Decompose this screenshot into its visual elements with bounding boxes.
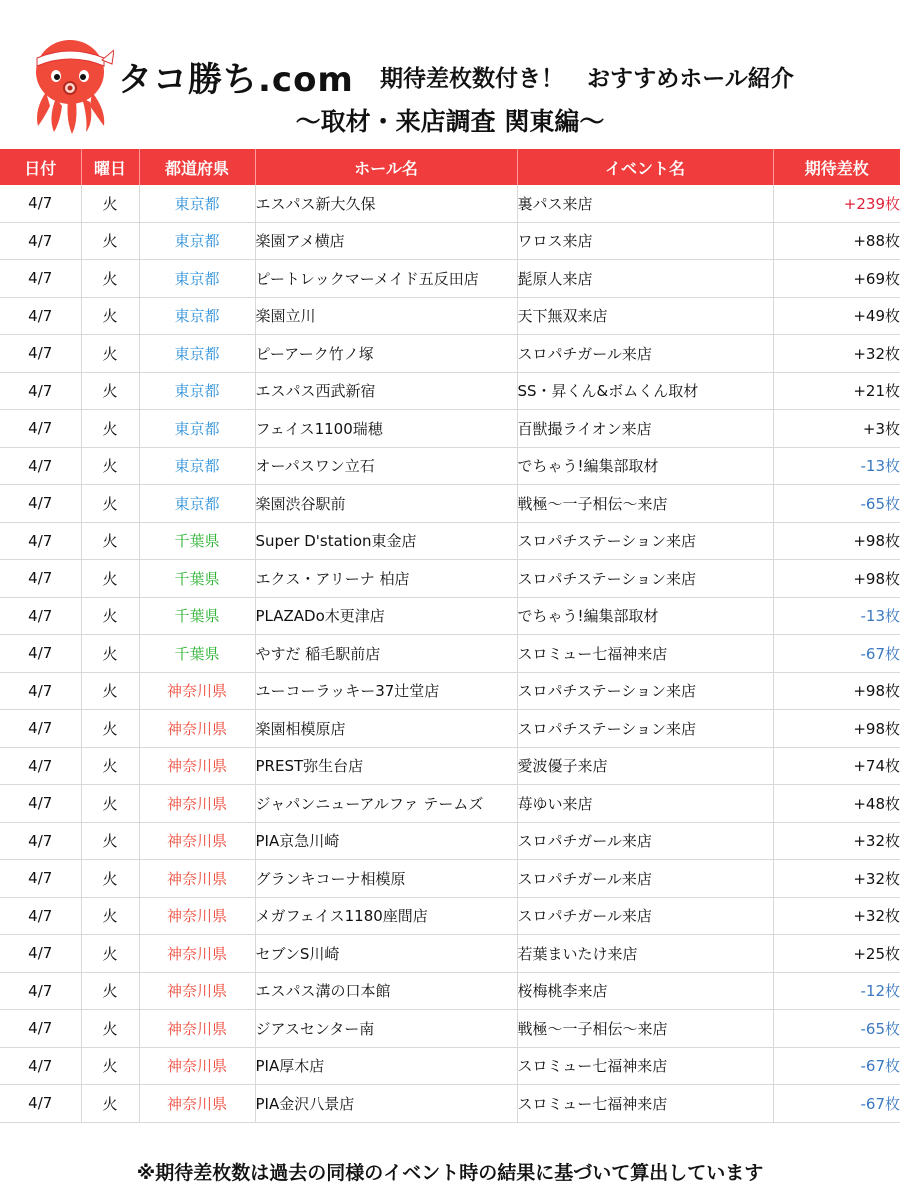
cell-date: 4/7 <box>0 560 81 598</box>
cell-hall-name: エスパス西武新宿 <box>255 372 517 410</box>
cell-expected-diff: +32枚 <box>773 860 900 898</box>
cell-expected-diff: -67枚 <box>773 1085 900 1123</box>
brand-logo-text: タコ勝ち.com <box>118 60 354 100</box>
cell-hall-name: ジャパンニューアルファ テームズ <box>255 785 517 823</box>
cell-hall-name: エクス・アリーナ 柏店 <box>255 560 517 598</box>
cell-expected-diff: +98枚 <box>773 672 900 710</box>
cell-prefecture: 千葉県 <box>139 522 255 560</box>
cell-date: 4/7 <box>0 410 81 448</box>
cell-date: 4/7 <box>0 372 81 410</box>
cell-date: 4/7 <box>0 335 81 373</box>
cell-hall-name: ピーアーク竹ノ塚 <box>255 335 517 373</box>
table-row <box>0 897 900 935</box>
cell-day: 火 <box>81 897 139 935</box>
cell-event-name: スロパチステーション来店 <box>517 560 773 598</box>
cell-event-name: 髭原人来店 <box>517 260 773 298</box>
column-header-prefecture: 都道府県 <box>139 149 255 185</box>
cell-hall-name: PIA金沢八景店 <box>255 1085 517 1123</box>
cell-hall-name: 楽園相模原店 <box>255 710 517 748</box>
cell-expected-diff: +48枚 <box>773 785 900 823</box>
cell-expected-diff: -13枚 <box>773 597 900 635</box>
table-row <box>0 297 900 335</box>
cell-day: 火 <box>81 485 139 523</box>
cell-expected-diff: +98枚 <box>773 560 900 598</box>
table-row <box>0 560 900 598</box>
cell-expected-diff: -67枚 <box>773 635 900 673</box>
cell-hall-name: フェイス1100瑞穂 <box>255 410 517 448</box>
cell-prefecture: 東京都 <box>139 260 255 298</box>
cell-prefecture: 神奈川県 <box>139 672 255 710</box>
cell-date: 4/7 <box>0 635 81 673</box>
cell-hall-name: ユーコーラッキー37辻堂店 <box>255 672 517 710</box>
cell-event-name: スロミュー七福神来店 <box>517 1085 773 1123</box>
table-row <box>0 635 900 673</box>
cell-day: 火 <box>81 335 139 373</box>
cell-day: 火 <box>81 410 139 448</box>
cell-date: 4/7 <box>0 485 81 523</box>
cell-day: 火 <box>81 1010 139 1048</box>
column-header-date: 日付 <box>0 149 81 185</box>
cell-date: 4/7 <box>0 972 81 1010</box>
cell-event-name: スロパチガール来店 <box>517 822 773 860</box>
cell-hall-name: やすだ 稲毛駅前店 <box>255 635 517 673</box>
table-row <box>0 1047 900 1085</box>
column-header-expected-diff: 期待差枚 <box>773 149 900 185</box>
cell-expected-diff: +98枚 <box>773 710 900 748</box>
cell-expected-diff: +25枚 <box>773 935 900 973</box>
cell-expected-diff: +3枚 <box>773 410 900 448</box>
cell-expected-diff: +74枚 <box>773 747 900 785</box>
cell-date: 4/7 <box>0 447 81 485</box>
cell-prefecture: 千葉県 <box>139 635 255 673</box>
cell-event-name: 戦極〜一子相伝〜来店 <box>517 1010 773 1048</box>
cell-day: 火 <box>81 935 139 973</box>
cell-hall-name: セブンS川崎 <box>255 935 517 973</box>
cell-event-name: スロパチガール来店 <box>517 860 773 898</box>
table-row <box>0 447 900 485</box>
table-header-row <box>0 149 900 185</box>
cell-expected-diff: +32枚 <box>773 822 900 860</box>
cell-date: 4/7 <box>0 897 81 935</box>
cell-hall-name: PLAZADo木更津店 <box>255 597 517 635</box>
cell-hall-name: エスパス溝の口本館 <box>255 972 517 1010</box>
table-row <box>0 485 900 523</box>
cell-hall-name: グランキコーナ相模原 <box>255 860 517 898</box>
cell-date: 4/7 <box>0 1047 81 1085</box>
cell-expected-diff: +69枚 <box>773 260 900 298</box>
cell-day: 火 <box>81 222 139 260</box>
cell-event-name: スロパチステーション来店 <box>517 710 773 748</box>
cell-hall-name: ジアスセンター南 <box>255 1010 517 1048</box>
table-row <box>0 335 900 373</box>
page-headline: 期待差枚数付き！ おすすめホール紹介 <box>380 66 794 92</box>
cell-day: 火 <box>81 710 139 748</box>
cell-date: 4/7 <box>0 1085 81 1123</box>
column-header-hall: ホール名 <box>255 149 517 185</box>
table-row <box>0 372 900 410</box>
cell-day: 火 <box>81 785 139 823</box>
cell-event-name: スロパチガール来店 <box>517 897 773 935</box>
cell-date: 4/7 <box>0 597 81 635</box>
column-header-event: イベント名 <box>517 149 773 185</box>
cell-day: 火 <box>81 447 139 485</box>
table-row <box>0 1010 900 1048</box>
cell-date: 4/7 <box>0 1010 81 1048</box>
cell-day: 火 <box>81 860 139 898</box>
cell-event-name: 裏パス来店 <box>517 185 773 222</box>
footnote: ※期待差枚数は過去の同様のイベント時の結果に基づいて算出しています <box>136 1162 764 1184</box>
cell-event-name: スロパチガール来店 <box>517 335 773 373</box>
cell-date: 4/7 <box>0 672 81 710</box>
cell-prefecture: 神奈川県 <box>139 822 255 860</box>
cell-date: 4/7 <box>0 185 81 222</box>
cell-date: 4/7 <box>0 822 81 860</box>
cell-event-name: スロミュー七福神来店 <box>517 635 773 673</box>
cell-prefecture: 神奈川県 <box>139 785 255 823</box>
cell-hall-name: Super D'station東金店 <box>255 522 517 560</box>
cell-expected-diff: -67枚 <box>773 1047 900 1085</box>
page-subtitle: 〜取材・来店調査 関東編〜 <box>295 107 605 136</box>
cell-date: 4/7 <box>0 222 81 260</box>
cell-date: 4/7 <box>0 785 81 823</box>
table-row <box>0 522 900 560</box>
cell-event-name: 愛波優子来店 <box>517 747 773 785</box>
cell-date: 4/7 <box>0 860 81 898</box>
cell-day: 火 <box>81 522 139 560</box>
cell-hall-name: PREST弥生台店 <box>255 747 517 785</box>
table-row <box>0 410 900 448</box>
cell-day: 火 <box>81 972 139 1010</box>
table-row <box>0 185 900 222</box>
cell-day: 火 <box>81 672 139 710</box>
cell-hall-name: メガフェイス1180座間店 <box>255 897 517 935</box>
cell-prefecture: 東京都 <box>139 185 255 222</box>
table-row <box>0 860 900 898</box>
cell-day: 火 <box>81 297 139 335</box>
cell-date: 4/7 <box>0 522 81 560</box>
cell-prefecture: 神奈川県 <box>139 710 255 748</box>
cell-event-name: でちゃう!編集部取材 <box>517 597 773 635</box>
cell-day: 火 <box>81 635 139 673</box>
cell-prefecture: 東京都 <box>139 447 255 485</box>
cell-day: 火 <box>81 1047 139 1085</box>
cell-expected-diff: -13枚 <box>773 447 900 485</box>
cell-date: 4/7 <box>0 297 81 335</box>
cell-event-name: 戦極〜一子相伝〜来店 <box>517 485 773 523</box>
cell-expected-diff: +88枚 <box>773 222 900 260</box>
cell-prefecture: 神奈川県 <box>139 1085 255 1123</box>
cell-event-name: スロパチステーション来店 <box>517 672 773 710</box>
cell-hall-name: オーパスワン立石 <box>255 447 517 485</box>
table-body <box>0 185 900 1122</box>
cell-hall-name: エスパス新大久保 <box>255 185 517 222</box>
cell-day: 火 <box>81 822 139 860</box>
cell-day: 火 <box>81 260 139 298</box>
cell-prefecture: 神奈川県 <box>139 935 255 973</box>
cell-date: 4/7 <box>0 710 81 748</box>
cell-expected-diff: +98枚 <box>773 522 900 560</box>
cell-day: 火 <box>81 1085 139 1123</box>
cell-expected-diff: -65枚 <box>773 1010 900 1048</box>
cell-prefecture: 東京都 <box>139 222 255 260</box>
cell-expected-diff: +21枚 <box>773 372 900 410</box>
cell-prefecture: 神奈川県 <box>139 860 255 898</box>
cell-prefecture: 神奈川県 <box>139 747 255 785</box>
cell-hall-name: PIA京急川崎 <box>255 822 517 860</box>
cell-prefecture: 東京都 <box>139 485 255 523</box>
table-row <box>0 597 900 635</box>
cell-event-name: スロミュー七福神来店 <box>517 1047 773 1085</box>
cell-expected-diff: +32枚 <box>773 335 900 373</box>
cell-prefecture: 千葉県 <box>139 597 255 635</box>
cell-prefecture: 神奈川県 <box>139 972 255 1010</box>
cell-day: 火 <box>81 185 139 222</box>
cell-prefecture: 東京都 <box>139 410 255 448</box>
table-row <box>0 1085 900 1123</box>
cell-event-name: 天下無双来店 <box>517 297 773 335</box>
cell-event-name: ワロス来店 <box>517 222 773 260</box>
cell-day: 火 <box>81 372 139 410</box>
cell-event-name: 百獣撮ライオン来店 <box>517 410 773 448</box>
cell-day: 火 <box>81 747 139 785</box>
cell-hall-name: 楽園渋谷駅前 <box>255 485 517 523</box>
cell-prefecture: 東京都 <box>139 372 255 410</box>
table-row <box>0 222 900 260</box>
table-row <box>0 972 900 1010</box>
cell-prefecture: 千葉県 <box>139 560 255 598</box>
table-row <box>0 785 900 823</box>
cell-expected-diff: +49枚 <box>773 297 900 335</box>
cell-date: 4/7 <box>0 935 81 973</box>
cell-hall-name: 楽園立川 <box>255 297 517 335</box>
table-row <box>0 672 900 710</box>
cell-expected-diff: -12枚 <box>773 972 900 1010</box>
cell-expected-diff: -65枚 <box>773 485 900 523</box>
cell-date: 4/7 <box>0 260 81 298</box>
table-row <box>0 822 900 860</box>
cell-day: 火 <box>81 597 139 635</box>
cell-prefecture: 神奈川県 <box>139 1047 255 1085</box>
cell-date: 4/7 <box>0 747 81 785</box>
cell-event-name: でちゃう!編集部取材 <box>517 447 773 485</box>
hall-event-table <box>0 149 900 1123</box>
cell-expected-diff: +32枚 <box>773 897 900 935</box>
table-row <box>0 747 900 785</box>
table-row <box>0 935 900 973</box>
cell-day: 火 <box>81 560 139 598</box>
cell-hall-name: 楽園アメ横店 <box>255 222 517 260</box>
cell-event-name: 桜梅桃李来店 <box>517 972 773 1010</box>
cell-prefecture: 東京都 <box>139 297 255 335</box>
table-row <box>0 710 900 748</box>
cell-event-name: SS・昇くん&ボムくん取材 <box>517 372 773 410</box>
table-row <box>0 260 900 298</box>
cell-hall-name: PIA厚木店 <box>255 1047 517 1085</box>
cell-prefecture: 神奈川県 <box>139 1010 255 1048</box>
cell-event-name: 若葉まいたけ来店 <box>517 935 773 973</box>
cell-hall-name: ピートレックマーメイド五反田店 <box>255 260 517 298</box>
cell-expected-diff: +239枚 <box>773 185 900 222</box>
cell-event-name: 苺ゆい来店 <box>517 785 773 823</box>
cell-event-name: スロパチステーション来店 <box>517 522 773 560</box>
column-header-day: 曜日 <box>81 149 139 185</box>
cell-prefecture: 東京都 <box>139 335 255 373</box>
page-header <box>0 0 900 148</box>
cell-prefecture: 神奈川県 <box>139 897 255 935</box>
